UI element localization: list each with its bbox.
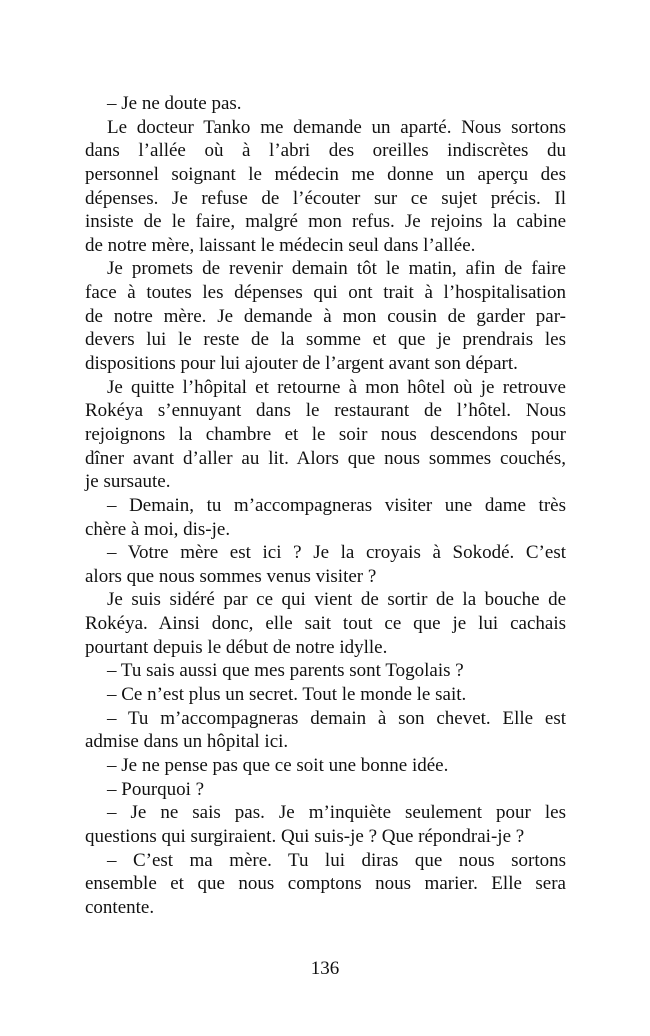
paragraph <box>85 849 566 920</box>
text-line: chère à moi, dis-je. <box>85 518 231 540</box>
paragraph <box>85 376 566 494</box>
text-line: – Pourquoi ? <box>107 778 205 800</box>
text-line: Je quitte l’hôpital et retourne à mon hôtel où je retrouve <box>107 376 566 398</box>
paragraph <box>85 707 566 754</box>
text-line: – Votre mère est ici ? Je la croyais à Sokodé. C’est <box>107 542 566 564</box>
text-line: – Demain, tu m’accompagneras visiter une dame très <box>107 494 566 516</box>
text-line: – Je ne pense pas que ce soit une bonne idée. <box>107 754 449 776</box>
text-line: dîner avant d’aller au lit. Alors que nous sommes couchés, <box>85 447 566 469</box>
text-line: insiste de le faire, malgré mon refus. Je rejoins la cabine <box>85 211 566 233</box>
text-line: de notre mère. Je demande à mon cousin de garder par- <box>85 305 566 327</box>
text-line: je sursaute. <box>85 471 171 493</box>
paragraph <box>85 659 566 683</box>
paragraph <box>85 494 566 541</box>
text-line: ensemble et que nous comptons nous marier. Elle sera <box>85 873 566 895</box>
text-line: Je promets de revenir demain tôt le matin, afin de faire <box>107 258 566 280</box>
body-text <box>85 92 566 919</box>
text-line: personnel soignant le médecin me donne un aperçu des <box>85 163 566 185</box>
paragraph <box>85 778 566 802</box>
text-line: – Je ne sais pas. Je m’inquiète seulement pour les <box>107 802 566 824</box>
text-line: admise dans un hôpital ici. <box>85 731 289 753</box>
paragraph <box>85 754 566 778</box>
text-line: Rokéya s’ennuyant dans le restaurant de l’hôtel. Nous <box>85 400 566 422</box>
text-line: dispositions pour lui ajouter de l’argent avant son départ. <box>85 353 518 375</box>
text-line: contente. <box>85 896 155 918</box>
paragraph <box>85 683 566 707</box>
text-line: – C’est ma mère. Tu lui diras que nous sortons <box>107 849 566 871</box>
paragraph <box>85 257 566 375</box>
text-line: alors que nous sommes venus visiter ? <box>85 565 377 587</box>
paragraph <box>85 92 566 116</box>
text-line: – Ce n’est plus un secret. Tout le monde le sait. <box>107 684 467 706</box>
text-line: rejoignons la chambre et le soir nous descendons pour <box>85 423 566 445</box>
paragraph <box>85 116 566 258</box>
text-line: dépenses. Je refuse de l’écouter sur ce sujet précis. Il <box>85 187 566 209</box>
text-line: Rokéya. Ainsi donc, elle sait tout ce que je lui cachais <box>85 613 566 635</box>
paragraph <box>85 588 566 659</box>
text-line: face à toutes les dépenses qui ont trait à l’hospitalisation <box>85 282 566 304</box>
text-line: – Tu sais aussi que mes parents sont Togolais ? <box>107 660 464 682</box>
page-number: 136 <box>310 958 340 979</box>
text-line: de notre mère, laissant le médecin seul dans l’allée. <box>85 234 476 256</box>
text-line: questions qui surgiraient. Qui suis-je ? Que répondrai-je ? <box>85 825 525 847</box>
text-line: Je suis sidéré par ce qui vient de sortir de la bouche de <box>107 589 566 611</box>
paragraph <box>85 541 566 588</box>
text-line: – Tu m’accompagneras demain à son chevet. Elle est <box>107 707 566 729</box>
text-line: dans l’allée où à l’abri des oreilles indiscrètes du <box>85 140 566 162</box>
paragraph <box>85 801 566 848</box>
text-line: – Je ne doute pas. <box>107 93 242 114</box>
text-line: devers lui le reste de la somme et que je prendrais les <box>85 329 566 351</box>
text-line: Le docteur Tanko me demande un aparté. Nous sortons <box>107 116 566 138</box>
text-line: pourtant depuis le début de notre idylle. <box>85 636 388 658</box>
